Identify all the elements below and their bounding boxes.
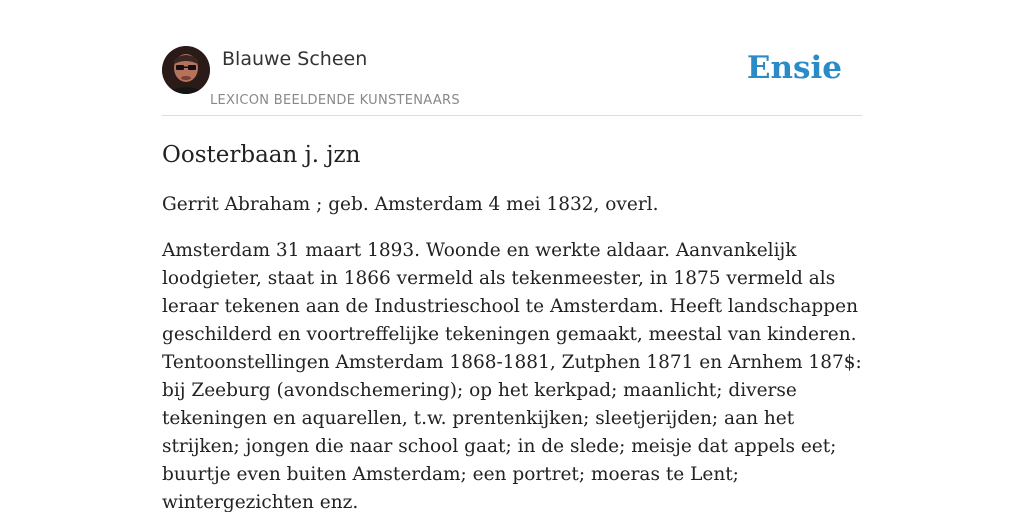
article-paragraph-2: Amsterdam 31 maart 1893. Woonde en werkte aldaar. Aanvankelijk loodgieter, staat in 1866 vermeld als tekenmeester, in 1875 vermeld als leraar tekenen aan de Industrieschool te Amsterdam. Heeft landschappen geschilderd en voortreffelijke tekeningen gemaakt, meestal van kinderen. Tentoonstellingen Amsterdam 1868-1881, Zutphen 1871 en Arnhem 187$: bij Zeeburg (avondschemering); op het kerkpad; maanlicht; diverse tekeningen en aquarellen, t.w. prentenkijken; sleetjerijden; aan het strijken; jongen die naar school gaat; in de slede; meisje dat appels eet; buurtje even buiten Amsterdam; een portret; moeras te Lent; wintergezichten enz. — [162, 240, 862, 512]
article-title: Oosterbaan j. jzn — [162, 142, 361, 168]
lexicon-subtitle[interactable]: LEXICON BEELDENDE KUNSTENAARS — [210, 93, 460, 108]
page-header — [162, 46, 862, 116]
ensie-logo-link[interactable]: Ensie — [746, 50, 842, 86]
avatar-photo-icon — [162, 46, 210, 94]
author-name[interactable]: Blauwe Scheen — [222, 48, 368, 70]
article-content — [162, 138, 862, 512]
author-avatar[interactable] — [162, 46, 210, 94]
article-paragraph-1: Gerrit Abraham ; geb. Amsterdam 4 mei 1832, overl. — [162, 194, 659, 215]
